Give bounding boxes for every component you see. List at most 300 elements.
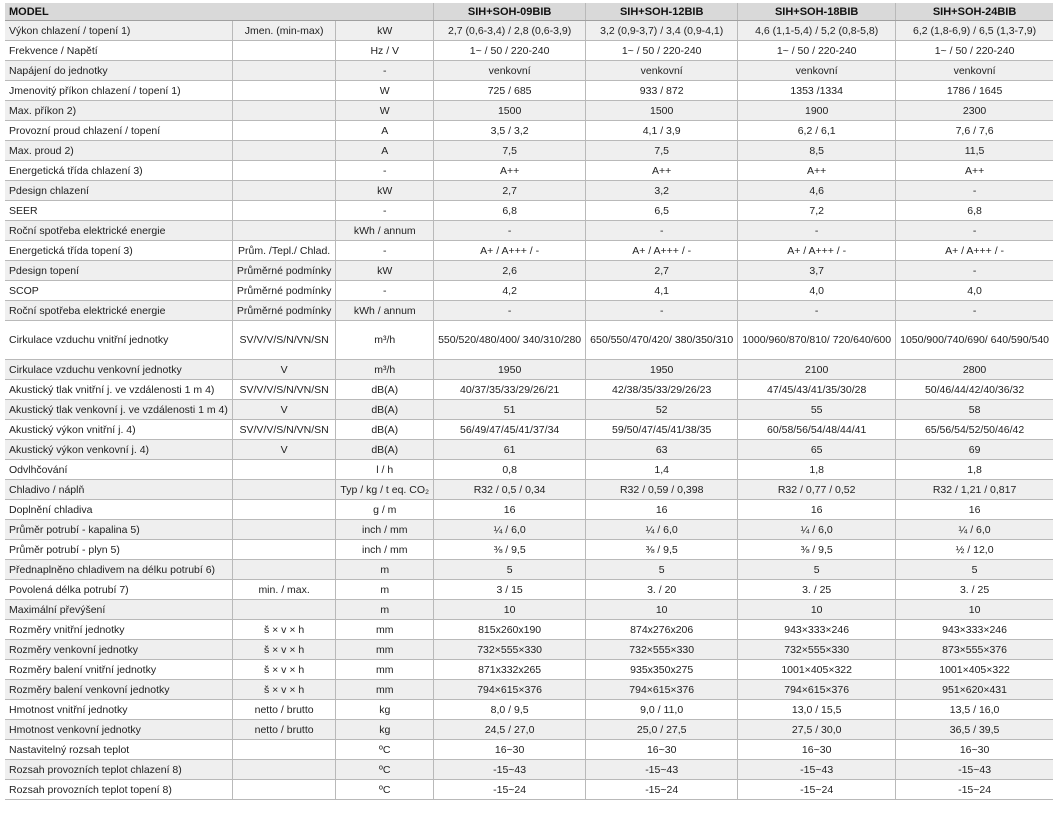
unit-cell: W bbox=[336, 81, 434, 101]
value-cell: 1~ / 50 / 220-240 bbox=[586, 41, 738, 61]
value-cell: 1,4 bbox=[586, 460, 738, 480]
condition-cell: š × v × h bbox=[232, 660, 336, 680]
value-cell: 4,1 / 3,9 bbox=[586, 121, 738, 141]
value-cell: - bbox=[586, 221, 738, 241]
condition-cell bbox=[232, 101, 336, 121]
condition-cell: netto / brutto bbox=[232, 700, 336, 720]
unit-cell: mm bbox=[336, 620, 434, 640]
value-cell: 732×555×330 bbox=[738, 640, 896, 660]
value-cell: 58 bbox=[896, 400, 1053, 420]
value-cell: 61 bbox=[434, 440, 586, 460]
unit-cell: kWh / annum bbox=[336, 301, 434, 321]
parameter-label: Rozměry balení venkovní jednotky bbox=[5, 680, 232, 700]
unit-cell: kWh / annum bbox=[336, 221, 434, 241]
table-row bbox=[5, 640, 1053, 660]
value-cell: 2300 bbox=[896, 101, 1053, 121]
condition-cell: Průměrné podmínky bbox=[232, 281, 336, 301]
table-row bbox=[5, 740, 1053, 760]
condition-cell bbox=[232, 121, 336, 141]
value-cell: 50/46/44/42/40/36/32 bbox=[896, 380, 1053, 400]
condition-cell: SV/V/V/S/N/VN/SN bbox=[232, 420, 336, 440]
condition-cell bbox=[232, 41, 336, 61]
value-cell: ⅜ / 9,5 bbox=[738, 540, 896, 560]
value-cell: 1,8 bbox=[738, 460, 896, 480]
value-cell: 3. / 25 bbox=[896, 580, 1053, 600]
condition-cell: V bbox=[232, 360, 336, 380]
parameter-label: Průměr potrubí - kapalina 5) bbox=[5, 520, 232, 540]
unit-cell: kg bbox=[336, 700, 434, 720]
parameter-label: Průměr potrubí - plyn 5) bbox=[5, 540, 232, 560]
value-cell: 5 bbox=[738, 560, 896, 580]
table-row bbox=[5, 101, 1053, 121]
parameter-label: Energetická třída chlazení 3) bbox=[5, 161, 232, 181]
value-cell: 10 bbox=[896, 600, 1053, 620]
value-cell: 3 / 15 bbox=[434, 580, 586, 600]
table-row bbox=[5, 81, 1053, 101]
value-cell: 51 bbox=[434, 400, 586, 420]
parameter-label: Energetická třída topení 3) bbox=[5, 241, 232, 261]
value-cell: 10 bbox=[738, 600, 896, 620]
table-row bbox=[5, 600, 1053, 620]
value-cell: - bbox=[896, 221, 1053, 241]
unit-cell: m bbox=[336, 560, 434, 580]
table-row bbox=[5, 321, 1053, 360]
parameter-label: Nastavitelný rozsah teplot bbox=[5, 740, 232, 760]
value-cell: - bbox=[434, 301, 586, 321]
parameter-label: Maximální převýšení bbox=[5, 600, 232, 620]
parameter-label: Akustický výkon venkovní j. 4) bbox=[5, 440, 232, 460]
parameter-label: Přednaplněno chladivem na délku potrubí 6) bbox=[5, 560, 232, 580]
table-row bbox=[5, 680, 1053, 700]
value-cell: A+ / A+++ / - bbox=[586, 241, 738, 261]
value-cell: 47/45/43/41/35/30/28 bbox=[738, 380, 896, 400]
model-header: MODEL bbox=[5, 3, 434, 21]
parameter-label: Rozměry balení vnitřní jednotky bbox=[5, 660, 232, 680]
value-cell: 1,8 bbox=[896, 460, 1053, 480]
value-cell: -15~43 bbox=[738, 760, 896, 780]
unit-cell: ºC bbox=[336, 740, 434, 760]
value-cell: venkovní bbox=[586, 61, 738, 81]
value-cell: 13,0 / 15,5 bbox=[738, 700, 896, 720]
table-row bbox=[5, 181, 1053, 201]
value-cell: 550/520/480/400/ 340/310/280 bbox=[434, 321, 586, 360]
value-cell: A+ / A+++ / - bbox=[738, 241, 896, 261]
value-cell: 650/550/470/420/ 380/350/310 bbox=[586, 321, 738, 360]
value-cell: 0,8 bbox=[434, 460, 586, 480]
unit-cell: - bbox=[336, 161, 434, 181]
value-cell: 4,2 bbox=[434, 281, 586, 301]
value-cell: 8,0 / 9,5 bbox=[434, 700, 586, 720]
table-row bbox=[5, 241, 1053, 261]
value-cell: 11,5 bbox=[896, 141, 1053, 161]
parameter-label: Max. příkon 2) bbox=[5, 101, 232, 121]
value-cell: - bbox=[738, 301, 896, 321]
condition-cell: SV/V/V/S/N/VN/SN bbox=[232, 380, 336, 400]
parameter-label: Povolená délka potrubí 7) bbox=[5, 580, 232, 600]
table-row bbox=[5, 141, 1053, 161]
parameter-label: Rozměry venkovní jednotky bbox=[5, 640, 232, 660]
value-cell: ¼ / 6,0 bbox=[586, 520, 738, 540]
value-cell: 52 bbox=[586, 400, 738, 420]
model-column-header: SIH+SOH-18BIB bbox=[738, 3, 896, 21]
value-cell: 6,8 bbox=[896, 201, 1053, 221]
value-cell: venkovní bbox=[434, 61, 586, 81]
table-row bbox=[5, 420, 1053, 440]
value-cell: 1786 / 1645 bbox=[896, 81, 1053, 101]
unit-cell: m³/h bbox=[336, 321, 434, 360]
value-cell: 3,2 bbox=[586, 181, 738, 201]
value-cell: 951×620×431 bbox=[896, 680, 1053, 700]
unit-cell: - bbox=[336, 281, 434, 301]
value-cell: ¼ / 6,0 bbox=[434, 520, 586, 540]
value-cell: 5 bbox=[896, 560, 1053, 580]
value-cell: 56/49/47/45/41/37/34 bbox=[434, 420, 586, 440]
condition-cell: V bbox=[232, 440, 336, 460]
table-row bbox=[5, 700, 1053, 720]
value-cell: 4,0 bbox=[896, 281, 1053, 301]
table-row bbox=[5, 660, 1053, 680]
value-cell: 2,7 (0,6-3,4) / 2,8 (0,6-3,9) bbox=[434, 21, 586, 41]
value-cell: 2100 bbox=[738, 360, 896, 380]
condition-cell bbox=[232, 600, 336, 620]
unit-cell: A bbox=[336, 141, 434, 161]
table-row bbox=[5, 400, 1053, 420]
value-cell: 6,2 (1,8-6,9) / 6,5 (1,3-7,9) bbox=[896, 21, 1053, 41]
specification-table bbox=[5, 3, 1053, 800]
condition-cell bbox=[232, 760, 336, 780]
parameter-label: Pdesign topení bbox=[5, 261, 232, 281]
value-cell: 40/37/35/33/29/26/21 bbox=[434, 380, 586, 400]
value-cell: 65/56/54/52/50/46/42 bbox=[896, 420, 1053, 440]
condition-cell: min. / max. bbox=[232, 580, 336, 600]
value-cell: venkovní bbox=[738, 61, 896, 81]
condition-cell bbox=[232, 540, 336, 560]
condition-cell bbox=[232, 141, 336, 161]
unit-cell: kW bbox=[336, 21, 434, 41]
unit-cell: - bbox=[336, 241, 434, 261]
condition-cell bbox=[232, 61, 336, 81]
value-cell: 3. / 25 bbox=[738, 580, 896, 600]
value-cell: R32 / 0,77 / 0,52 bbox=[738, 480, 896, 500]
parameter-label: Provozní proud chlazení / topení bbox=[5, 121, 232, 141]
table-body bbox=[5, 21, 1053, 800]
value-cell: 794×615×376 bbox=[738, 680, 896, 700]
value-cell: 1001×405×322 bbox=[738, 660, 896, 680]
table-row bbox=[5, 500, 1053, 520]
value-cell: - bbox=[738, 221, 896, 241]
condition-cell bbox=[232, 520, 336, 540]
unit-cell: dB(A) bbox=[336, 380, 434, 400]
value-cell: 16~30 bbox=[586, 740, 738, 760]
table-row bbox=[5, 460, 1053, 480]
unit-cell: inch / mm bbox=[336, 520, 434, 540]
parameter-label: Doplnění chladiva bbox=[5, 500, 232, 520]
value-cell: 1~ / 50 / 220-240 bbox=[434, 41, 586, 61]
value-cell: 943×333×246 bbox=[896, 620, 1053, 640]
unit-cell: ºC bbox=[336, 760, 434, 780]
value-cell: 3. / 20 bbox=[586, 580, 738, 600]
value-cell: 873×555×376 bbox=[896, 640, 1053, 660]
value-cell: 7,5 bbox=[434, 141, 586, 161]
condition-cell: V bbox=[232, 400, 336, 420]
value-cell: 3,5 / 3,2 bbox=[434, 121, 586, 141]
value-cell: 5 bbox=[586, 560, 738, 580]
table-row bbox=[5, 360, 1053, 380]
value-cell: A++ bbox=[586, 161, 738, 181]
parameter-label: Frekvence / Napětí bbox=[5, 41, 232, 61]
parameter-label: Max. proud 2) bbox=[5, 141, 232, 161]
table-row bbox=[5, 720, 1053, 740]
value-cell: 4,6 bbox=[738, 181, 896, 201]
value-cell: 1500 bbox=[434, 101, 586, 121]
value-cell: -15~24 bbox=[434, 780, 586, 800]
value-cell: A++ bbox=[896, 161, 1053, 181]
unit-cell: W bbox=[336, 101, 434, 121]
condition-cell: Prům. /Tepl./ Chlad. bbox=[232, 241, 336, 261]
condition-cell bbox=[232, 81, 336, 101]
parameter-label: Chladivo / náplň bbox=[5, 480, 232, 500]
value-cell: 10 bbox=[586, 600, 738, 620]
value-cell: 13,5 / 16,0 bbox=[896, 700, 1053, 720]
table-row bbox=[5, 61, 1053, 81]
model-column-header: SIH+SOH-09BIB bbox=[434, 3, 586, 21]
value-cell: 27,5 / 30,0 bbox=[738, 720, 896, 740]
condition-cell: SV/V/V/S/N/VN/SN bbox=[232, 321, 336, 360]
value-cell: 60/58/56/54/48/44/41 bbox=[738, 420, 896, 440]
value-cell: -15~24 bbox=[896, 780, 1053, 800]
condition-cell: Jmen. (min-max) bbox=[232, 21, 336, 41]
value-cell: 16 bbox=[896, 500, 1053, 520]
value-cell: 2,7 bbox=[586, 261, 738, 281]
unit-cell: kW bbox=[336, 261, 434, 281]
table-row bbox=[5, 540, 1053, 560]
value-cell: 6,8 bbox=[434, 201, 586, 221]
model-column-header: SIH+SOH-12BIB bbox=[586, 3, 738, 21]
unit-cell: kW bbox=[336, 181, 434, 201]
condition-cell bbox=[232, 161, 336, 181]
table-row bbox=[5, 281, 1053, 301]
value-cell: 55 bbox=[738, 400, 896, 420]
value-cell: R32 / 0,59 / 0,398 bbox=[586, 480, 738, 500]
unit-cell: l / h bbox=[336, 460, 434, 480]
parameter-label: Roční spotřeba elektrické energie bbox=[5, 221, 232, 241]
parameter-label: Jmenovitý příkon chlazení / topení 1) bbox=[5, 81, 232, 101]
value-cell: 933 / 872 bbox=[586, 81, 738, 101]
condition-cell: š × v × h bbox=[232, 640, 336, 660]
value-cell: 4,0 bbox=[738, 281, 896, 301]
parameter-label: Hmotnost venkovní jednotky bbox=[5, 720, 232, 740]
value-cell: - bbox=[434, 221, 586, 241]
unit-cell: m³/h bbox=[336, 360, 434, 380]
value-cell: - bbox=[586, 301, 738, 321]
value-cell: ½ / 12,0 bbox=[896, 540, 1053, 560]
value-cell: 2,6 bbox=[434, 261, 586, 281]
condition-cell bbox=[232, 221, 336, 241]
parameter-label: Akustický tlak vnitřní j. ve vzdálenosti 1 m 4) bbox=[5, 380, 232, 400]
value-cell: 10 bbox=[434, 600, 586, 620]
value-cell: -15~43 bbox=[896, 760, 1053, 780]
value-cell: 16 bbox=[586, 500, 738, 520]
parameter-label: Rozsah provozních teplot topení 8) bbox=[5, 780, 232, 800]
value-cell: 6,2 / 6,1 bbox=[738, 121, 896, 141]
unit-cell: - bbox=[336, 61, 434, 81]
table-row bbox=[5, 760, 1053, 780]
condition-cell: Průměrné podmínky bbox=[232, 301, 336, 321]
table-row bbox=[5, 440, 1053, 460]
value-cell: ⅜ / 9,5 bbox=[434, 540, 586, 560]
value-cell: 943×333×246 bbox=[738, 620, 896, 640]
value-cell: 1353 /1334 bbox=[738, 81, 896, 101]
value-cell: 935x350x275 bbox=[586, 660, 738, 680]
parameter-label: Akustický výkon vnitřní j. 4) bbox=[5, 420, 232, 440]
value-cell: -15~24 bbox=[586, 780, 738, 800]
value-cell: venkovní bbox=[896, 61, 1053, 81]
value-cell: 59/50/47/45/41/38/35 bbox=[586, 420, 738, 440]
value-cell: 4,1 bbox=[586, 281, 738, 301]
unit-cell: ºC bbox=[336, 780, 434, 800]
parameter-label: SEER bbox=[5, 201, 232, 221]
value-cell: 7,5 bbox=[586, 141, 738, 161]
value-cell: 1001×405×322 bbox=[896, 660, 1053, 680]
condition-cell bbox=[232, 500, 336, 520]
value-cell: 871x332x265 bbox=[434, 660, 586, 680]
value-cell: 42/38/35/33/29/26/23 bbox=[586, 380, 738, 400]
unit-cell: dB(A) bbox=[336, 440, 434, 460]
table-row bbox=[5, 161, 1053, 181]
unit-cell: mm bbox=[336, 660, 434, 680]
parameter-label: SCOP bbox=[5, 281, 232, 301]
condition-cell bbox=[232, 201, 336, 221]
table-row bbox=[5, 620, 1053, 640]
value-cell: A++ bbox=[738, 161, 896, 181]
value-cell: 16 bbox=[738, 500, 896, 520]
parameter-label: Hmotnost vnitřní jednotky bbox=[5, 700, 232, 720]
unit-cell: mm bbox=[336, 680, 434, 700]
parameter-label: Odvlhčování bbox=[5, 460, 232, 480]
value-cell: 63 bbox=[586, 440, 738, 460]
header-row bbox=[5, 3, 1053, 21]
parameter-label: Rozsah provozních teplot chlazení 8) bbox=[5, 760, 232, 780]
value-cell: 794×615×376 bbox=[586, 680, 738, 700]
table-row bbox=[5, 261, 1053, 281]
value-cell: 874x276x206 bbox=[586, 620, 738, 640]
value-cell: 4,6 (1,1-5,4) / 5,2 (0,8-5,8) bbox=[738, 21, 896, 41]
table-row bbox=[5, 580, 1053, 600]
value-cell: 36,5 / 39,5 bbox=[896, 720, 1053, 740]
value-cell: 732×555×330 bbox=[586, 640, 738, 660]
value-cell: 1000/960/870/810/ 720/640/600 bbox=[738, 321, 896, 360]
value-cell: A+ / A+++ / - bbox=[434, 241, 586, 261]
value-cell: 16 bbox=[434, 500, 586, 520]
value-cell: 3,2 (0,9-3,7) / 3,4 (0,9-4,1) bbox=[586, 21, 738, 41]
condition-cell: š × v × h bbox=[232, 620, 336, 640]
table-row bbox=[5, 520, 1053, 540]
value-cell: 16~30 bbox=[434, 740, 586, 760]
table-row bbox=[5, 780, 1053, 800]
condition-cell: š × v × h bbox=[232, 680, 336, 700]
unit-cell: dB(A) bbox=[336, 420, 434, 440]
condition-cell bbox=[232, 460, 336, 480]
condition-cell bbox=[232, 560, 336, 580]
value-cell: 6,5 bbox=[586, 201, 738, 221]
table-row bbox=[5, 41, 1053, 61]
value-cell: A+ / A+++ / - bbox=[896, 241, 1053, 261]
value-cell: 16~30 bbox=[738, 740, 896, 760]
value-cell: A++ bbox=[434, 161, 586, 181]
value-cell: 8,5 bbox=[738, 141, 896, 161]
value-cell: -15~24 bbox=[738, 780, 896, 800]
value-cell: 1050/900/740/690/ 640/590/540 bbox=[896, 321, 1053, 360]
value-cell: 815x260x190 bbox=[434, 620, 586, 640]
condition-cell bbox=[232, 780, 336, 800]
condition-cell: netto / brutto bbox=[232, 720, 336, 740]
unit-cell: - bbox=[336, 201, 434, 221]
value-cell: ⅜ / 9,5 bbox=[586, 540, 738, 560]
condition-cell: Průměrné podmínky bbox=[232, 261, 336, 281]
value-cell: 1~ / 50 / 220-240 bbox=[738, 41, 896, 61]
table-row bbox=[5, 121, 1053, 141]
value-cell: 25,0 / 27,5 bbox=[586, 720, 738, 740]
value-cell: 3,7 bbox=[738, 261, 896, 281]
parameter-label: Cirkulace vzduchu vnitřní jednotky bbox=[5, 321, 232, 360]
table-row bbox=[5, 21, 1053, 41]
value-cell: 794×615×376 bbox=[434, 680, 586, 700]
value-cell: 7,6 / 7,6 bbox=[896, 121, 1053, 141]
table-row bbox=[5, 201, 1053, 221]
unit-cell: dB(A) bbox=[336, 400, 434, 420]
value-cell: ¼ / 6,0 bbox=[738, 520, 896, 540]
condition-cell bbox=[232, 740, 336, 760]
value-cell: 65 bbox=[738, 440, 896, 460]
table-row bbox=[5, 560, 1053, 580]
value-cell: ¼ / 6,0 bbox=[896, 520, 1053, 540]
value-cell: -15~43 bbox=[434, 760, 586, 780]
table-row bbox=[5, 480, 1053, 500]
value-cell: 2800 bbox=[896, 360, 1053, 380]
unit-cell: mm bbox=[336, 640, 434, 660]
parameter-label: Roční spotřeba elektrické energie bbox=[5, 301, 232, 321]
value-cell: R32 / 0,5 / 0,34 bbox=[434, 480, 586, 500]
value-cell: 1900 bbox=[738, 101, 896, 121]
table-row bbox=[5, 380, 1053, 400]
parameter-label: Pdesign chlazení bbox=[5, 181, 232, 201]
value-cell: 1~ / 50 / 220-240 bbox=[896, 41, 1053, 61]
unit-cell: m bbox=[336, 600, 434, 620]
parameter-label: Rozměry vnitřní jednotky bbox=[5, 620, 232, 640]
unit-cell: inch / mm bbox=[336, 540, 434, 560]
value-cell: 9,0 / 11,0 bbox=[586, 700, 738, 720]
value-cell: - bbox=[896, 261, 1053, 281]
value-cell: 2,7 bbox=[434, 181, 586, 201]
value-cell: 725 / 685 bbox=[434, 81, 586, 101]
value-cell: 69 bbox=[896, 440, 1053, 460]
parameter-label: Cirkulace vzduchu venkovní jednotky bbox=[5, 360, 232, 380]
value-cell: 5 bbox=[434, 560, 586, 580]
parameter-label: Napájení do jednotky bbox=[5, 61, 232, 81]
value-cell: 24,5 / 27,0 bbox=[434, 720, 586, 740]
unit-cell: m bbox=[336, 580, 434, 600]
unit-cell: A bbox=[336, 121, 434, 141]
value-cell: - bbox=[896, 301, 1053, 321]
value-cell: 16~30 bbox=[896, 740, 1053, 760]
model-column-header: SIH+SOH-24BIB bbox=[896, 3, 1053, 21]
value-cell: 1950 bbox=[434, 360, 586, 380]
parameter-label: Výkon chlazení / topení 1) bbox=[5, 21, 232, 41]
value-cell: 1500 bbox=[586, 101, 738, 121]
value-cell: -15~43 bbox=[586, 760, 738, 780]
unit-cell: kg bbox=[336, 720, 434, 740]
unit-cell: Hz / V bbox=[336, 41, 434, 61]
